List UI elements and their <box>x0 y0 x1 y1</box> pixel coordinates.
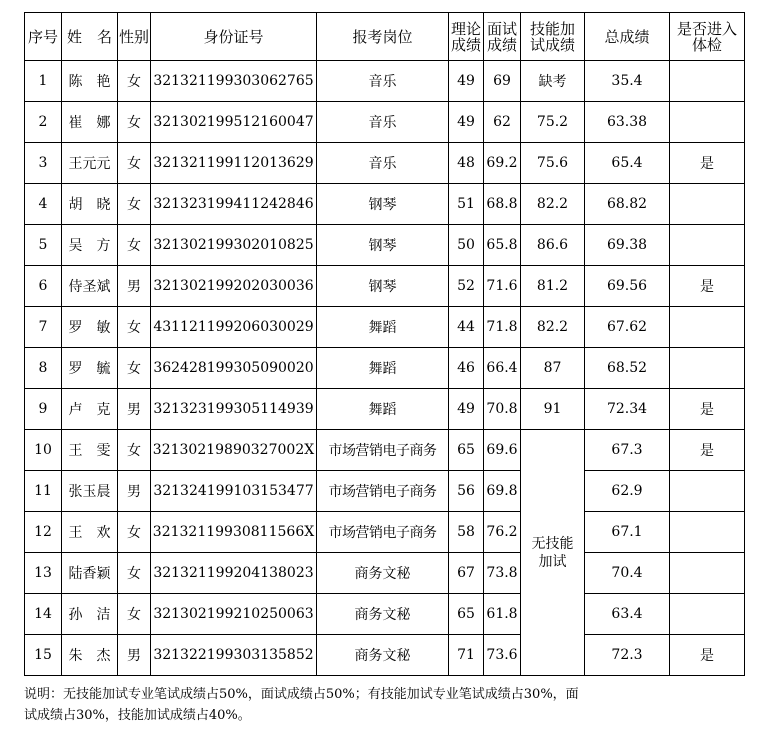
footnote-line-2: 试成绩占30%，技能加试成绩占40%。 <box>24 708 251 723</box>
table-row <box>25 102 745 143</box>
cell-post: 音乐 <box>317 102 449 143</box>
cell-theory: 52 <box>449 266 484 307</box>
cell-seq: 7 <box>25 307 62 348</box>
cell-total: 69.38 <box>585 225 670 266</box>
score-table <box>24 12 745 676</box>
cell-physical: 是 <box>670 266 745 307</box>
cell-sex: 男 <box>118 471 151 512</box>
cell-sex: 女 <box>118 61 151 102</box>
cell-total: 67.1 <box>585 512 670 553</box>
table-row <box>25 471 745 512</box>
table-row <box>25 430 745 471</box>
cell-post: 商务文秘 <box>317 594 449 635</box>
cell-interview: 71.6 <box>484 266 521 307</box>
cell-id: 321321199112013629 <box>151 143 317 184</box>
cell-name: 王 欢 <box>62 512 118 553</box>
cell-theory: 71 <box>449 635 484 676</box>
table-row <box>25 307 745 348</box>
cell-id: 431121199206030029 <box>151 307 317 348</box>
cell-id: 321302199512160047 <box>151 102 317 143</box>
cell-physical: 是 <box>670 389 745 430</box>
cell-sex: 女 <box>118 143 151 184</box>
cell-name: 孙 洁 <box>62 594 118 635</box>
cell-total: 68.52 <box>585 348 670 389</box>
cell-physical <box>670 225 745 266</box>
cell-name: 陆香颖 <box>62 553 118 594</box>
cell-sex: 男 <box>118 266 151 307</box>
table-header <box>25 13 745 61</box>
cell-sex: 女 <box>118 348 151 389</box>
cell-interview: 68.8 <box>484 184 521 225</box>
cell-seq: 4 <box>25 184 62 225</box>
cell-seq: 11 <box>25 471 62 512</box>
cell-seq: 6 <box>25 266 62 307</box>
cell-skill: 82.2 <box>521 184 585 225</box>
table-row <box>25 225 745 266</box>
cell-name: 崔 娜 <box>62 102 118 143</box>
cell-theory: 49 <box>449 389 484 430</box>
cell-id: 321323199305114939 <box>151 389 317 430</box>
cell-interview: 66.4 <box>484 348 521 389</box>
cell-total: 63.38 <box>585 102 670 143</box>
cell-physical: 是 <box>670 430 745 471</box>
cell-interview: 73.6 <box>484 635 521 676</box>
cell-physical: 是 <box>670 635 745 676</box>
table-row <box>25 512 745 553</box>
header-name: 姓 名 <box>62 13 118 61</box>
cell-seq: 8 <box>25 348 62 389</box>
cell-post: 钢琴 <box>317 184 449 225</box>
cell-post: 舞蹈 <box>317 389 449 430</box>
header-row <box>25 13 745 61</box>
cell-sex: 女 <box>118 225 151 266</box>
cell-post: 钢琴 <box>317 266 449 307</box>
cell-interview: 69.6 <box>484 430 521 471</box>
header-sex: 性别 <box>118 13 151 61</box>
cell-physical <box>670 102 745 143</box>
cell-interview: 69 <box>484 61 521 102</box>
cell-post: 市场营销电子商务 <box>317 430 449 471</box>
cell-theory: 49 <box>449 61 484 102</box>
cell-name: 王元元 <box>62 143 118 184</box>
cell-skill: 82.2 <box>521 307 585 348</box>
cell-seq: 15 <box>25 635 62 676</box>
cell-interview: 62 <box>484 102 521 143</box>
cell-id: 321321199204138023 <box>151 553 317 594</box>
cell-seq: 10 <box>25 430 62 471</box>
cell-no-skill-merged: 无技能 加试 <box>521 430 585 676</box>
cell-name: 王 雯 <box>62 430 118 471</box>
footnote-line-1: 说明：无技能加试专业笔试成绩占50%，面试成绩占50%；有技能加试专业笔试成绩占30%，面 <box>24 687 579 702</box>
cell-id: 321302199210250063 <box>151 594 317 635</box>
cell-theory: 65 <box>449 594 484 635</box>
cell-theory: 49 <box>449 102 484 143</box>
cell-seq: 14 <box>25 594 62 635</box>
cell-post: 舞蹈 <box>317 307 449 348</box>
footnote <box>24 684 754 726</box>
cell-post: 音乐 <box>317 61 449 102</box>
cell-name: 张玉晨 <box>62 471 118 512</box>
cell-sex: 女 <box>118 594 151 635</box>
cell-skill: 缺考 <box>521 61 585 102</box>
cell-total: 67.62 <box>585 307 670 348</box>
cell-seq: 9 <box>25 389 62 430</box>
cell-sex: 女 <box>118 184 151 225</box>
cell-interview: 69.2 <box>484 143 521 184</box>
header-skill: 技能加 试成绩 <box>521 13 585 61</box>
cell-theory: 50 <box>449 225 484 266</box>
cell-total: 72.3 <box>585 635 670 676</box>
cell-seq: 3 <box>25 143 62 184</box>
cell-total: 70.4 <box>585 553 670 594</box>
cell-seq: 13 <box>25 553 62 594</box>
cell-physical <box>670 594 745 635</box>
cell-sex: 女 <box>118 307 151 348</box>
cell-id: 321321199303062765 <box>151 61 317 102</box>
cell-theory: 44 <box>449 307 484 348</box>
cell-id: 321302199202030036 <box>151 266 317 307</box>
header-post: 报考岗位 <box>317 13 449 61</box>
header-id: 身份证号 <box>151 13 317 61</box>
cell-physical: 是 <box>670 143 745 184</box>
cell-total: 65.4 <box>585 143 670 184</box>
cell-id: 32130219890327002X <box>151 430 317 471</box>
cell-post: 商务文秘 <box>317 635 449 676</box>
cell-total: 35.4 <box>585 61 670 102</box>
cell-physical <box>670 307 745 348</box>
cell-id: 321324199103153477 <box>151 471 317 512</box>
table-body <box>25 61 745 676</box>
cell-sex: 男 <box>118 389 151 430</box>
table-row <box>25 635 745 676</box>
cell-theory: 46 <box>449 348 484 389</box>
cell-total: 67.3 <box>585 430 670 471</box>
cell-post: 舞蹈 <box>317 348 449 389</box>
cell-skill: 86.6 <box>521 225 585 266</box>
cell-physical <box>670 512 745 553</box>
table-row <box>25 266 745 307</box>
cell-physical <box>670 553 745 594</box>
table-row <box>25 389 745 430</box>
cell-sex: 女 <box>118 102 151 143</box>
cell-interview: 65.8 <box>484 225 521 266</box>
cell-total: 62.9 <box>585 471 670 512</box>
cell-skill: 75.6 <box>521 143 585 184</box>
cell-sex: 女 <box>118 553 151 594</box>
cell-name: 吴 方 <box>62 225 118 266</box>
header-physical: 是否进入 体检 <box>670 13 745 61</box>
cell-total: 72.34 <box>585 389 670 430</box>
cell-seq: 1 <box>25 61 62 102</box>
cell-name: 罗 敏 <box>62 307 118 348</box>
cell-name: 胡 晓 <box>62 184 118 225</box>
cell-physical <box>670 184 745 225</box>
cell-sex: 女 <box>118 430 151 471</box>
cell-theory: 58 <box>449 512 484 553</box>
cell-name: 陈 艳 <box>62 61 118 102</box>
cell-total: 68.82 <box>585 184 670 225</box>
cell-physical <box>670 61 745 102</box>
cell-physical <box>670 471 745 512</box>
cell-seq: 5 <box>25 225 62 266</box>
cell-post: 市场营销电子商务 <box>317 512 449 553</box>
cell-skill: 75.2 <box>521 102 585 143</box>
cell-id: 362428199305090020 <box>151 348 317 389</box>
header-seq: 序号 <box>25 13 62 61</box>
cell-theory: 51 <box>449 184 484 225</box>
cell-id: 32132119930811566X <box>151 512 317 553</box>
cell-name: 罗 毓 <box>62 348 118 389</box>
cell-interview: 73.8 <box>484 553 521 594</box>
table-row <box>25 184 745 225</box>
cell-sex: 女 <box>118 512 151 553</box>
table-row <box>25 594 745 635</box>
cell-interview: 61.8 <box>484 594 521 635</box>
cell-skill: 81.2 <box>521 266 585 307</box>
cell-seq: 2 <box>25 102 62 143</box>
table-row <box>25 61 745 102</box>
cell-interview: 70.8 <box>484 389 521 430</box>
cell-post: 钢琴 <box>317 225 449 266</box>
cell-interview: 69.8 <box>484 471 521 512</box>
cell-name: 朱 杰 <box>62 635 118 676</box>
cell-name: 侍圣斌 <box>62 266 118 307</box>
cell-seq: 12 <box>25 512 62 553</box>
table-row <box>25 348 745 389</box>
cell-skill: 91 <box>521 389 585 430</box>
cell-physical <box>670 348 745 389</box>
cell-theory: 56 <box>449 471 484 512</box>
cell-theory: 48 <box>449 143 484 184</box>
header-theory: 理论 成绩 <box>449 13 484 61</box>
cell-id: 321322199303135852 <box>151 635 317 676</box>
cell-id: 321302199302010825 <box>151 225 317 266</box>
header-total: 总成绩 <box>585 13 670 61</box>
table-row <box>25 553 745 594</box>
cell-post: 商务文秘 <box>317 553 449 594</box>
cell-theory: 65 <box>449 430 484 471</box>
cell-total: 69.56 <box>585 266 670 307</box>
cell-skill: 87 <box>521 348 585 389</box>
cell-total: 63.4 <box>585 594 670 635</box>
header-interview: 面试 成绩 <box>484 13 521 61</box>
cell-id: 321323199411242846 <box>151 184 317 225</box>
cell-name: 卢 克 <box>62 389 118 430</box>
table-row <box>25 143 745 184</box>
cell-interview: 76.2 <box>484 512 521 553</box>
cell-interview: 71.8 <box>484 307 521 348</box>
cell-sex: 男 <box>118 635 151 676</box>
cell-theory: 67 <box>449 553 484 594</box>
cell-post: 音乐 <box>317 143 449 184</box>
cell-post: 市场营销电子商务 <box>317 471 449 512</box>
